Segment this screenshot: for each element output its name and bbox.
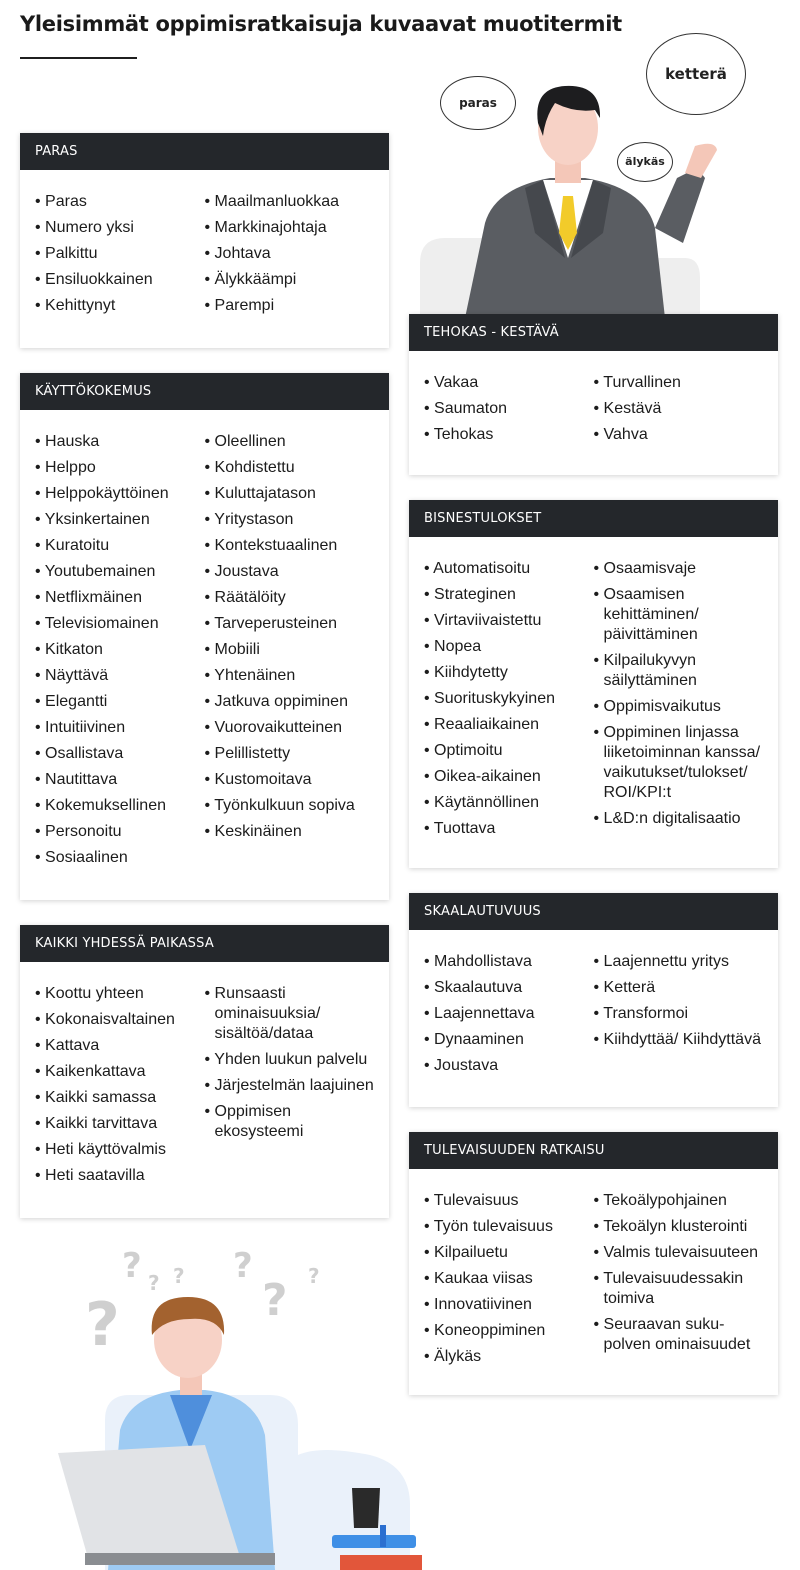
card-heading: PARAS	[20, 133, 389, 170]
list-item: • Kokemuksellinen	[35, 796, 205, 816]
list-item: • Tulevaisuus	[424, 1191, 594, 1211]
list-item: • Yritystason	[205, 510, 375, 530]
list-item: • Järjestelmän laajuinen	[205, 1076, 375, 1096]
speech-bubble-paras: paras	[440, 76, 516, 130]
list-item: • Kuluttajatason	[205, 484, 375, 504]
card-heading: BISNESTULOKSET	[409, 500, 778, 537]
list-item: • Personoitu	[35, 822, 205, 842]
term-list-left	[424, 559, 594, 845]
term-list-right	[205, 192, 375, 322]
list-item: • Turvallinen	[594, 373, 764, 393]
list-item: • Vakaa	[424, 373, 594, 393]
svg-text:?: ?	[233, 1246, 253, 1286]
term-list-right	[594, 559, 764, 845]
list-item: • Ketterä	[594, 978, 764, 998]
list-item: • Osallistava	[35, 744, 205, 764]
list-item: • Mahdollistava	[424, 952, 594, 972]
confused-person-illustration	[30, 1235, 440, 1570]
list-item: • Kilpailukyvyn säilyttäminen	[594, 651, 764, 691]
list-item: • Näyttävä	[35, 666, 205, 686]
speech-bubble-ketterä: ketterä	[646, 33, 746, 115]
list-item: • Seuraavan suku- polven ominaisuudet	[594, 1315, 764, 1355]
list-item: • Innovatiivinen	[424, 1295, 594, 1315]
list-item: • Paras	[35, 192, 205, 212]
list-item: • Kattava	[35, 1036, 205, 1056]
list-item: • Työnkulkuun sopiva	[205, 796, 375, 816]
card-skaalautuvuus	[409, 893, 778, 1107]
list-item: • Koottu yhteen	[35, 984, 205, 1004]
list-item: • Youtubemainen	[35, 562, 205, 582]
list-item: • Helppokäyttöinen	[35, 484, 205, 504]
list-item: • Saumaton	[424, 399, 594, 419]
list-item: • Intuitiivinen	[35, 718, 205, 738]
card-tehokas-kestava	[409, 314, 778, 475]
list-item: • Kontekstuaalinen	[205, 536, 375, 556]
list-item: • Koneoppiminen	[424, 1321, 594, 1341]
list-item: • Kiihdytetty	[424, 663, 594, 683]
list-item: • Nautittava	[35, 770, 205, 790]
list-item: • Sosiaalinen	[35, 848, 205, 868]
term-list-right	[594, 952, 764, 1082]
list-item: • Oppiminen linjassa liiketoiminnan kanssa/ vaikutukset/tulokset/ ROI/KPI:t	[594, 723, 764, 803]
card-kaikki-yhdessa-paikassa	[20, 925, 389, 1218]
list-item: • Parempi	[205, 296, 375, 316]
list-item: • Ensiluokkainen	[35, 270, 205, 290]
list-item: • Osaamisen kehittäminen/ päivittäminen	[594, 585, 764, 645]
list-item: • Oikea-aikainen	[424, 767, 594, 787]
svg-text:?: ?	[173, 1264, 185, 1288]
term-list-left	[35, 192, 205, 322]
list-item: • Runsaasti ominaisuuksia/ sisältöä/dataa	[205, 984, 375, 1044]
list-item: • Tekoälypohjainen	[594, 1191, 764, 1211]
card-heading: SKAALAUTUVUUS	[409, 893, 778, 930]
term-list-left	[424, 1191, 594, 1373]
list-item: • Pelillistetty	[205, 744, 375, 764]
list-item: • Kitkaton	[35, 640, 205, 660]
list-item: • Johtava	[205, 244, 375, 264]
list-item: • Työn tulevaisuus	[424, 1217, 594, 1237]
term-list-left	[35, 432, 205, 874]
svg-text:?: ?	[122, 1246, 142, 1286]
card-kayttokokemus	[20, 373, 389, 900]
list-item: • Älykäs	[424, 1347, 594, 1367]
svg-text:?: ?	[85, 1290, 120, 1360]
list-item: • Strateginen	[424, 585, 594, 605]
list-item: • Numero yksi	[35, 218, 205, 238]
list-item: • Kaukaa viisas	[424, 1269, 594, 1289]
term-list-right	[594, 1191, 764, 1373]
list-item: • Laajennettu yritys	[594, 952, 764, 972]
list-item: • Kuratoitu	[35, 536, 205, 556]
list-item: • Käytännöllinen	[424, 793, 594, 813]
list-item: • Kiihdyttää/ Kiihdyttävä	[594, 1030, 764, 1050]
card-bisnestulokset	[409, 500, 778, 868]
list-item: • Virtaviivaistettu	[424, 611, 594, 631]
term-list-left	[424, 373, 594, 451]
list-item: • Jatkuva oppiminen	[205, 692, 375, 712]
list-item: • Oppimisen ekosysteemi	[205, 1102, 375, 1142]
list-item: • Elegantti	[35, 692, 205, 712]
list-item: • Palkittu	[35, 244, 205, 264]
term-list-right	[594, 373, 764, 451]
list-item: • Suorituskykyinen	[424, 689, 594, 709]
list-item: • Tulevaisuudessakin toimiva	[594, 1269, 764, 1309]
list-item: • Optimoitu	[424, 741, 594, 761]
term-list-right	[205, 984, 375, 1192]
list-item: • Televisiomainen	[35, 614, 205, 634]
list-item: • Reaaliaikainen	[424, 715, 594, 735]
list-item: • Keskinäinen	[205, 822, 375, 842]
page-title: Yleisimmät oppimisratkaisuja kuvaavat muotitermit	[20, 12, 622, 36]
title-underline	[20, 57, 137, 59]
card-heading: TEHOKAS - KESTÄVÄ	[409, 314, 778, 351]
list-item: • Tarveperusteinen	[205, 614, 375, 634]
list-item: • Markkinajohtaja	[205, 218, 375, 238]
list-item: • Heti käyttövalmis	[35, 1140, 205, 1160]
list-item: • Räätälöity	[205, 588, 375, 608]
list-item: • Vuorovaikutteinen	[205, 718, 375, 738]
list-item: • Laajennettava	[424, 1004, 594, 1024]
list-item: • Kaikki samassa	[35, 1088, 205, 1108]
list-item: • Osaamisvaje	[594, 559, 764, 579]
list-item: • Maailmanluokkaa	[205, 192, 375, 212]
term-list-left	[424, 952, 594, 1082]
list-item: • Netflixmäinen	[35, 588, 205, 608]
list-item: • Valmis tulevaisuuteen	[594, 1243, 764, 1263]
list-item: • Tehokas	[424, 425, 594, 445]
list-item: • Kohdistettu	[205, 458, 375, 478]
list-item: • Joustava	[424, 1056, 594, 1076]
list-item: • Kaikki tarvittava	[35, 1114, 205, 1134]
list-item: • Mobiili	[205, 640, 375, 660]
list-item: • Kestävä	[594, 399, 764, 419]
card-heading: KAIKKI YHDESSÄ PAIKASSA	[20, 925, 389, 962]
list-item: • Kilpailuetu	[424, 1243, 594, 1263]
list-item: • Automatisoitu	[424, 559, 594, 579]
list-item: • Yhtenäinen	[205, 666, 375, 686]
list-item: • Kustomoitava	[205, 770, 375, 790]
list-item: • Heti saatavilla	[35, 1166, 205, 1186]
list-item: • Dynaaminen	[424, 1030, 594, 1050]
list-item: • Nopea	[424, 637, 594, 657]
speech-bubble-älykäs: älykäs	[617, 142, 673, 182]
svg-text:?: ?	[262, 1275, 288, 1326]
term-list-left	[35, 984, 205, 1192]
term-list-right	[205, 432, 375, 874]
list-item: • Helppo	[35, 458, 205, 478]
list-item: • Tekoälyn klusterointi	[594, 1217, 764, 1237]
card-heading: TULEVAISUUDEN RATKAISU	[409, 1132, 778, 1169]
list-item: • Hauska	[35, 432, 205, 452]
card-tulevaisuuden-ratkaisu	[409, 1132, 778, 1395]
list-item: • Kehittynyt	[35, 296, 205, 316]
list-item: • Tuottava	[424, 819, 594, 839]
list-item: • Transformoi	[594, 1004, 764, 1024]
list-item: • Älykkäämpi	[205, 270, 375, 290]
card-paras	[20, 133, 389, 348]
list-item: • Oleellinen	[205, 432, 375, 452]
list-item: • Oppimisvaikutus	[594, 697, 764, 717]
svg-text:?: ?	[308, 1264, 320, 1288]
list-item: • Yksinkertainen	[35, 510, 205, 530]
list-item: • L&D:n digitalisaatio	[594, 809, 764, 829]
list-item: • Joustava	[205, 562, 375, 582]
list-item: • Yhden luukun palvelu	[205, 1050, 375, 1070]
svg-text:?: ?	[148, 1271, 160, 1295]
list-item: • Skaalautuva	[424, 978, 594, 998]
card-heading: KÄYTTÖKOKEMUS	[20, 373, 389, 410]
list-item: • Vahva	[594, 425, 764, 445]
list-item: • Kokonaisvaltainen	[35, 1010, 205, 1030]
list-item: • Kaikenkattava	[35, 1062, 205, 1082]
